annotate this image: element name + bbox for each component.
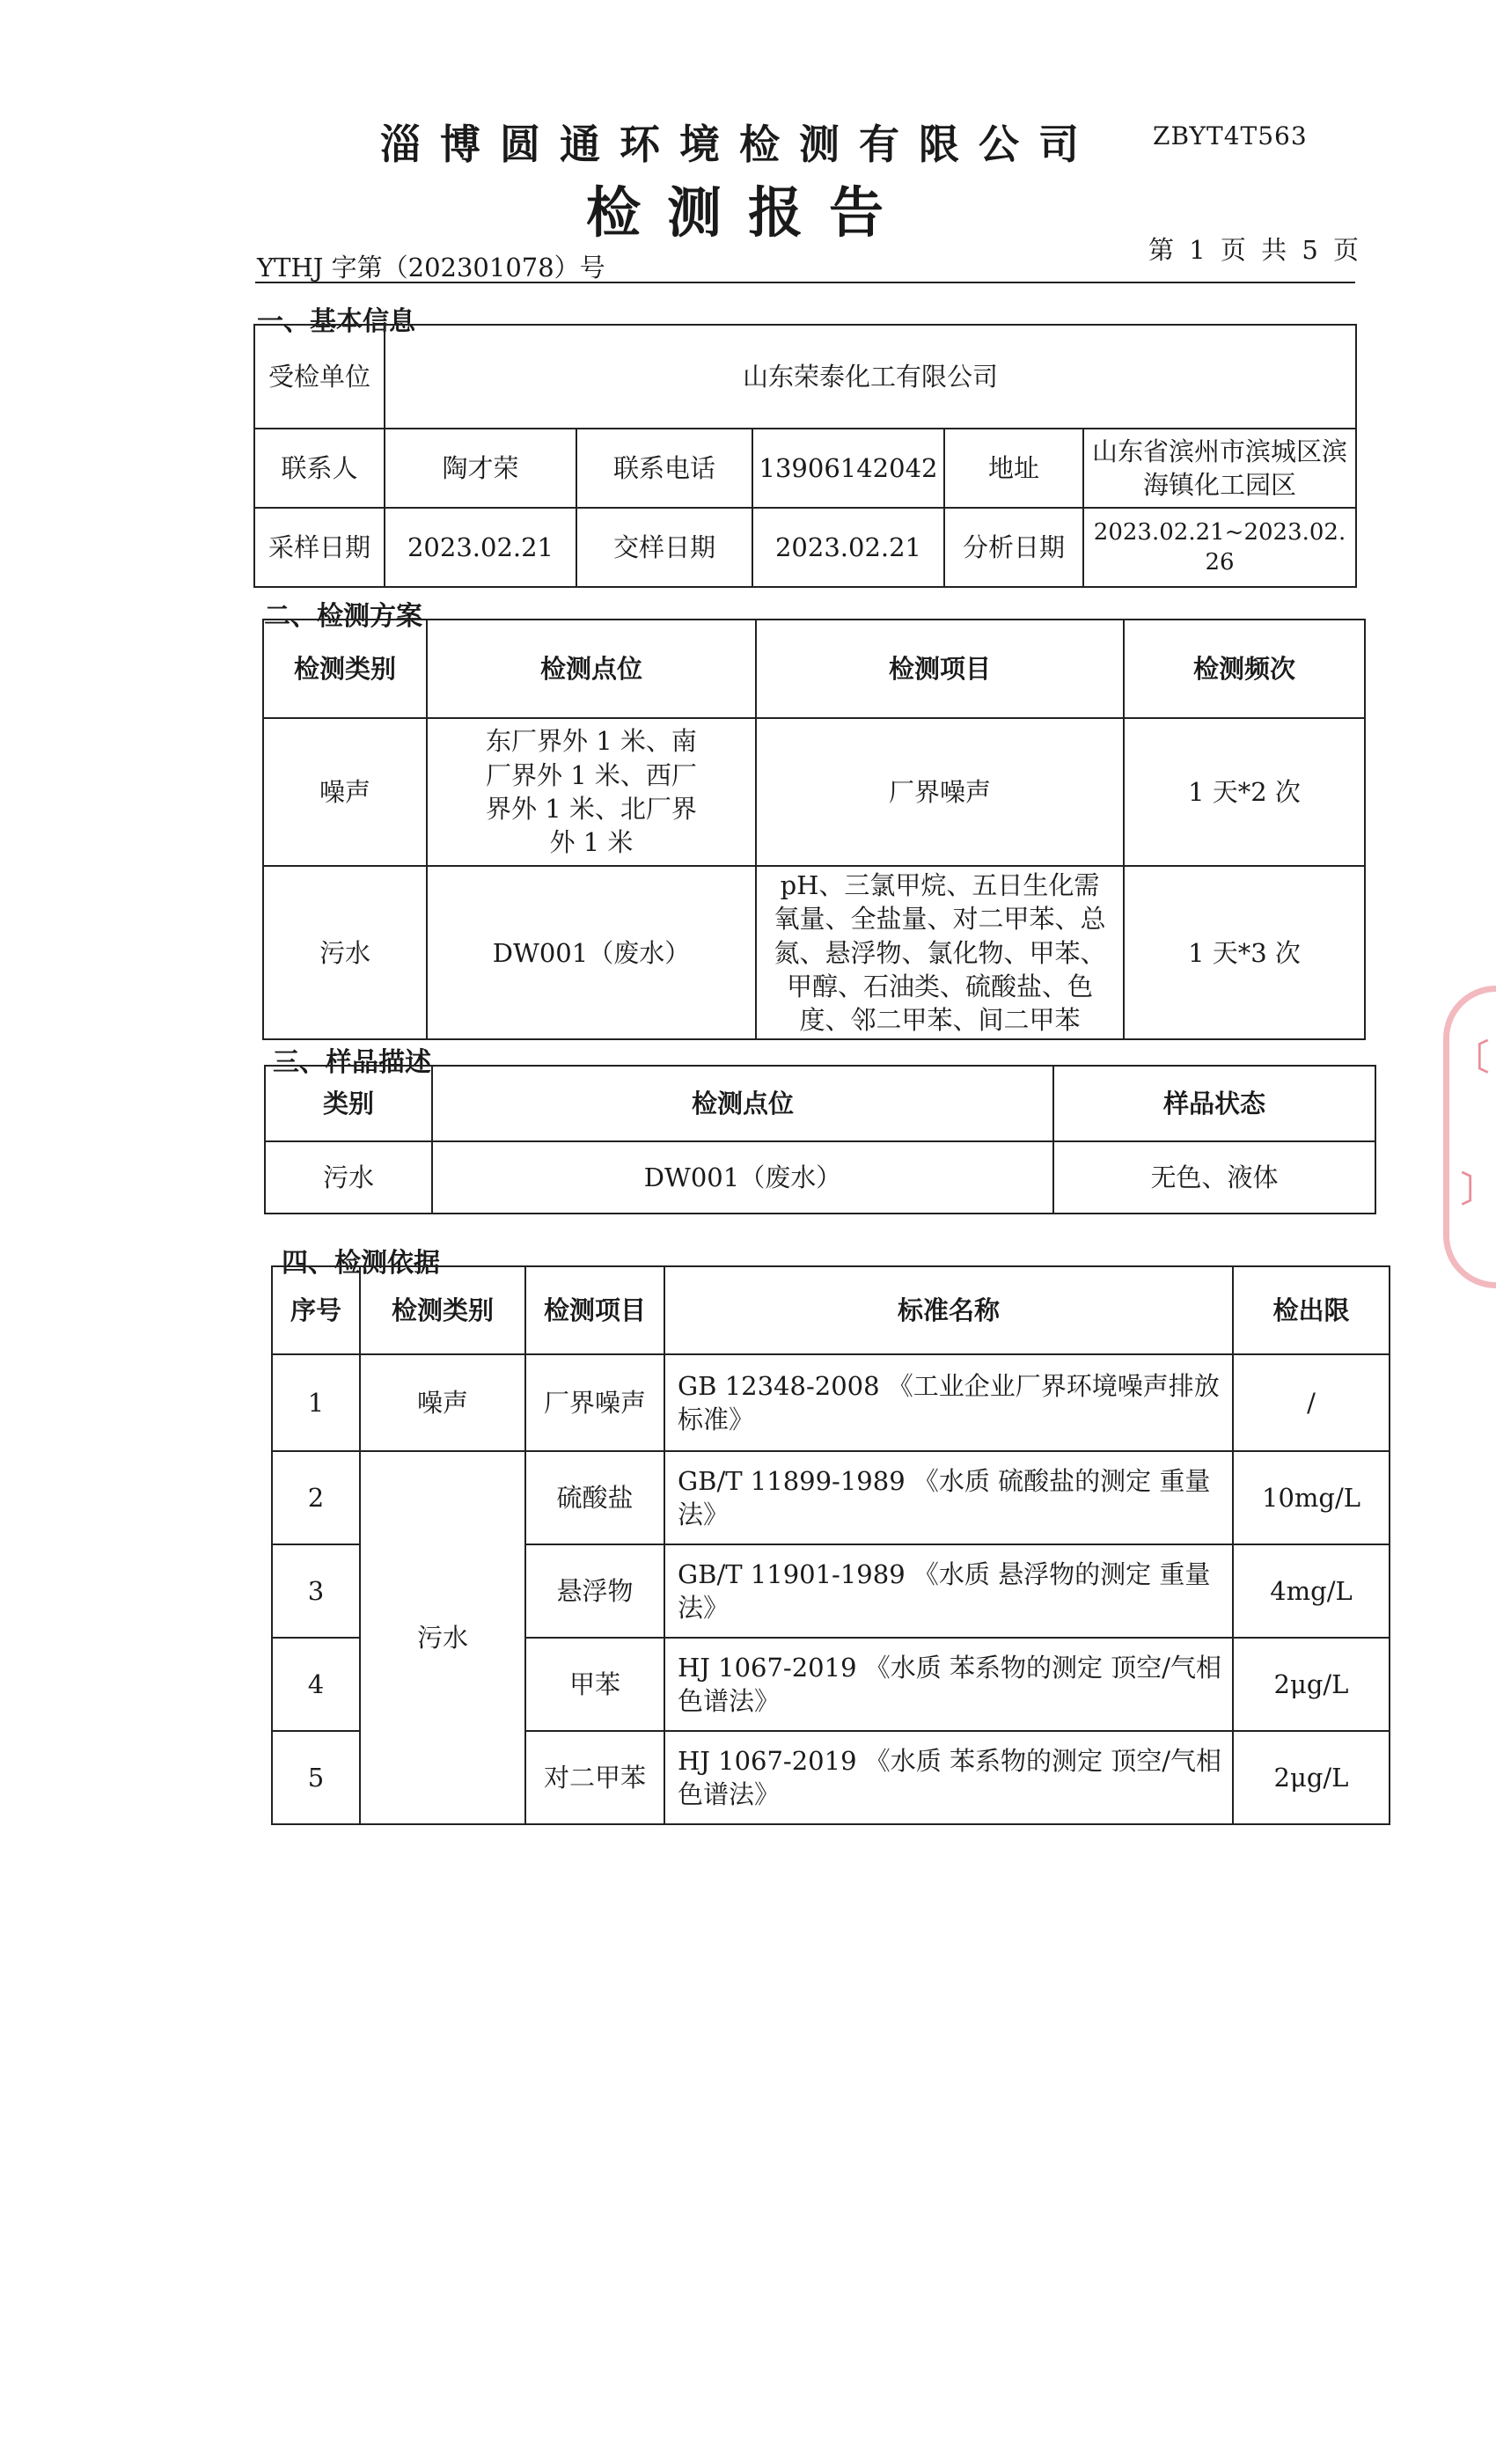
basis-item: 对二甲苯 [525,1731,664,1824]
client-value: 山东荣泰化工有限公司 [385,325,1356,429]
section-samples-heading: 三、样品描述 [273,1047,431,1078]
seal-mark-icon: 〕 [1461,1169,1496,1210]
plan-category: 污水 [263,866,427,1039]
contact-label: 联系人 [254,429,385,508]
phone-label: 联系电话 [576,429,752,508]
basis-header-limit: 检出限 [1233,1266,1390,1354]
table-row [263,718,1365,866]
basis-header-standard: 标准名称 [664,1266,1233,1354]
basis-standard: GB/T 11901-1989 《水质 悬浮物的测定 重量法》 [664,1544,1233,1638]
report-title: 检测报告 [585,180,910,245]
basis-table [271,1265,1390,1825]
sample-date-label: 采样日期 [254,508,385,587]
basis-item: 悬浮物 [525,1544,664,1638]
seal-mark-icon: 〔 [1454,1037,1489,1078]
plan-items: 厂界噪声 [756,718,1124,866]
samples-header-point: 检测点位 [432,1066,1053,1141]
section-basis-heading: 四、检测依据 [282,1248,440,1279]
basis-item: 硫酸盐 [525,1451,664,1544]
basis-limit: 2μg/L [1233,1731,1390,1824]
handover-date-value: 2023.02.21 [752,508,944,587]
samples-header-category: 类别 [265,1066,432,1141]
document-code: ZBYT4T563 [1153,121,1308,150]
analysis-date-value: 2023.02.21~2023.02.26 [1083,508,1356,587]
basis-limit: / [1233,1354,1390,1451]
report-number: YTHJ 字第（202301078）号 [257,253,605,282]
basis-no: 2 [272,1451,360,1544]
basis-standard: HJ 1067-2019 《水质 苯系物的测定 顶空/气相色谱法》 [664,1731,1233,1824]
phone-value: 13906142042 [752,429,944,508]
basis-limit: 2μg/L [1233,1638,1390,1731]
basis-standard: GB 12348-2008 《工业企业厂界环境噪声排放标准》 [664,1354,1233,1451]
basis-limit: 10mg/L [1233,1451,1390,1544]
samples-header-state: 样品状态 [1053,1066,1375,1141]
analysis-date-label: 分析日期 [944,508,1083,587]
basis-no: 5 [272,1731,360,1824]
basis-standard: GB/T 11899-1989 《水质 硫酸盐的测定 重量法》 [664,1451,1233,1544]
address-value: 山东省滨州市滨城区滨海镇化工园区 [1083,429,1356,508]
header-divider [255,282,1355,283]
plan-header-frequency: 检测频次 [1124,620,1365,718]
plan-header-points: 检测点位 [427,620,756,718]
basis-header-item: 检测项目 [525,1266,664,1354]
plan-frequency: 1 天*3 次 [1124,866,1365,1039]
basic-info-table [253,324,1357,588]
plan-items: pH、三氯甲烷、五日生化需氧量、全盐量、对二甲苯、总氮、悬浮物、氯化物、甲苯、甲醇、石油类、硫酸盐、色度、邻二甲苯、间二甲苯 [756,866,1124,1039]
table-row [272,1354,1390,1451]
company-name: 淄博圆通环境检测有限公司 [380,121,1098,168]
plan-header-category: 检测类别 [263,620,427,718]
basis-no: 1 [272,1354,360,1451]
basis-no: 4 [272,1638,360,1731]
client-label: 受检单位 [254,325,385,429]
address-label: 地址 [944,429,1083,508]
section-basic-info-heading: 一、基本信息 [257,306,415,337]
basis-category: 污水 [360,1451,525,1824]
basis-category: 噪声 [360,1354,525,1451]
basis-item: 甲苯 [525,1638,664,1731]
handover-date-label: 交样日期 [576,508,752,587]
plan-points: 东厂界外 1 米、南厂界外 1 米、西厂界外 1 米、北厂界外 1 米 [427,718,756,866]
basis-no: 3 [272,1544,360,1638]
plan-table [262,619,1366,1040]
basis-header-category: 检测类别 [360,1266,525,1354]
table-row [263,866,1365,1039]
table-row [272,1451,1390,1544]
section-plan-heading: 二、检测方案 [264,601,422,632]
sample-date-value: 2023.02.21 [385,508,576,587]
sample-state: 无色、液体 [1053,1141,1375,1214]
plan-points: DW001（废水） [427,866,756,1039]
basis-standard: HJ 1067-2019 《水质 苯系物的测定 顶空/气相色谱法》 [664,1638,1233,1731]
page-info: 第 1 页 共 5 页 [1148,235,1362,265]
basis-limit: 4mg/L [1233,1544,1390,1638]
table-row [265,1141,1375,1214]
samples-table [264,1065,1376,1214]
plan-header-items: 检测项目 [756,620,1124,718]
plan-category: 噪声 [263,718,427,866]
basis-header-no: 序号 [272,1266,360,1354]
sample-category: 污水 [265,1141,432,1214]
basis-item: 厂界噪声 [525,1354,664,1451]
plan-frequency: 1 天*2 次 [1124,718,1365,866]
sample-point: DW001（废水） [432,1141,1053,1214]
contact-value: 陶才荣 [385,429,576,508]
